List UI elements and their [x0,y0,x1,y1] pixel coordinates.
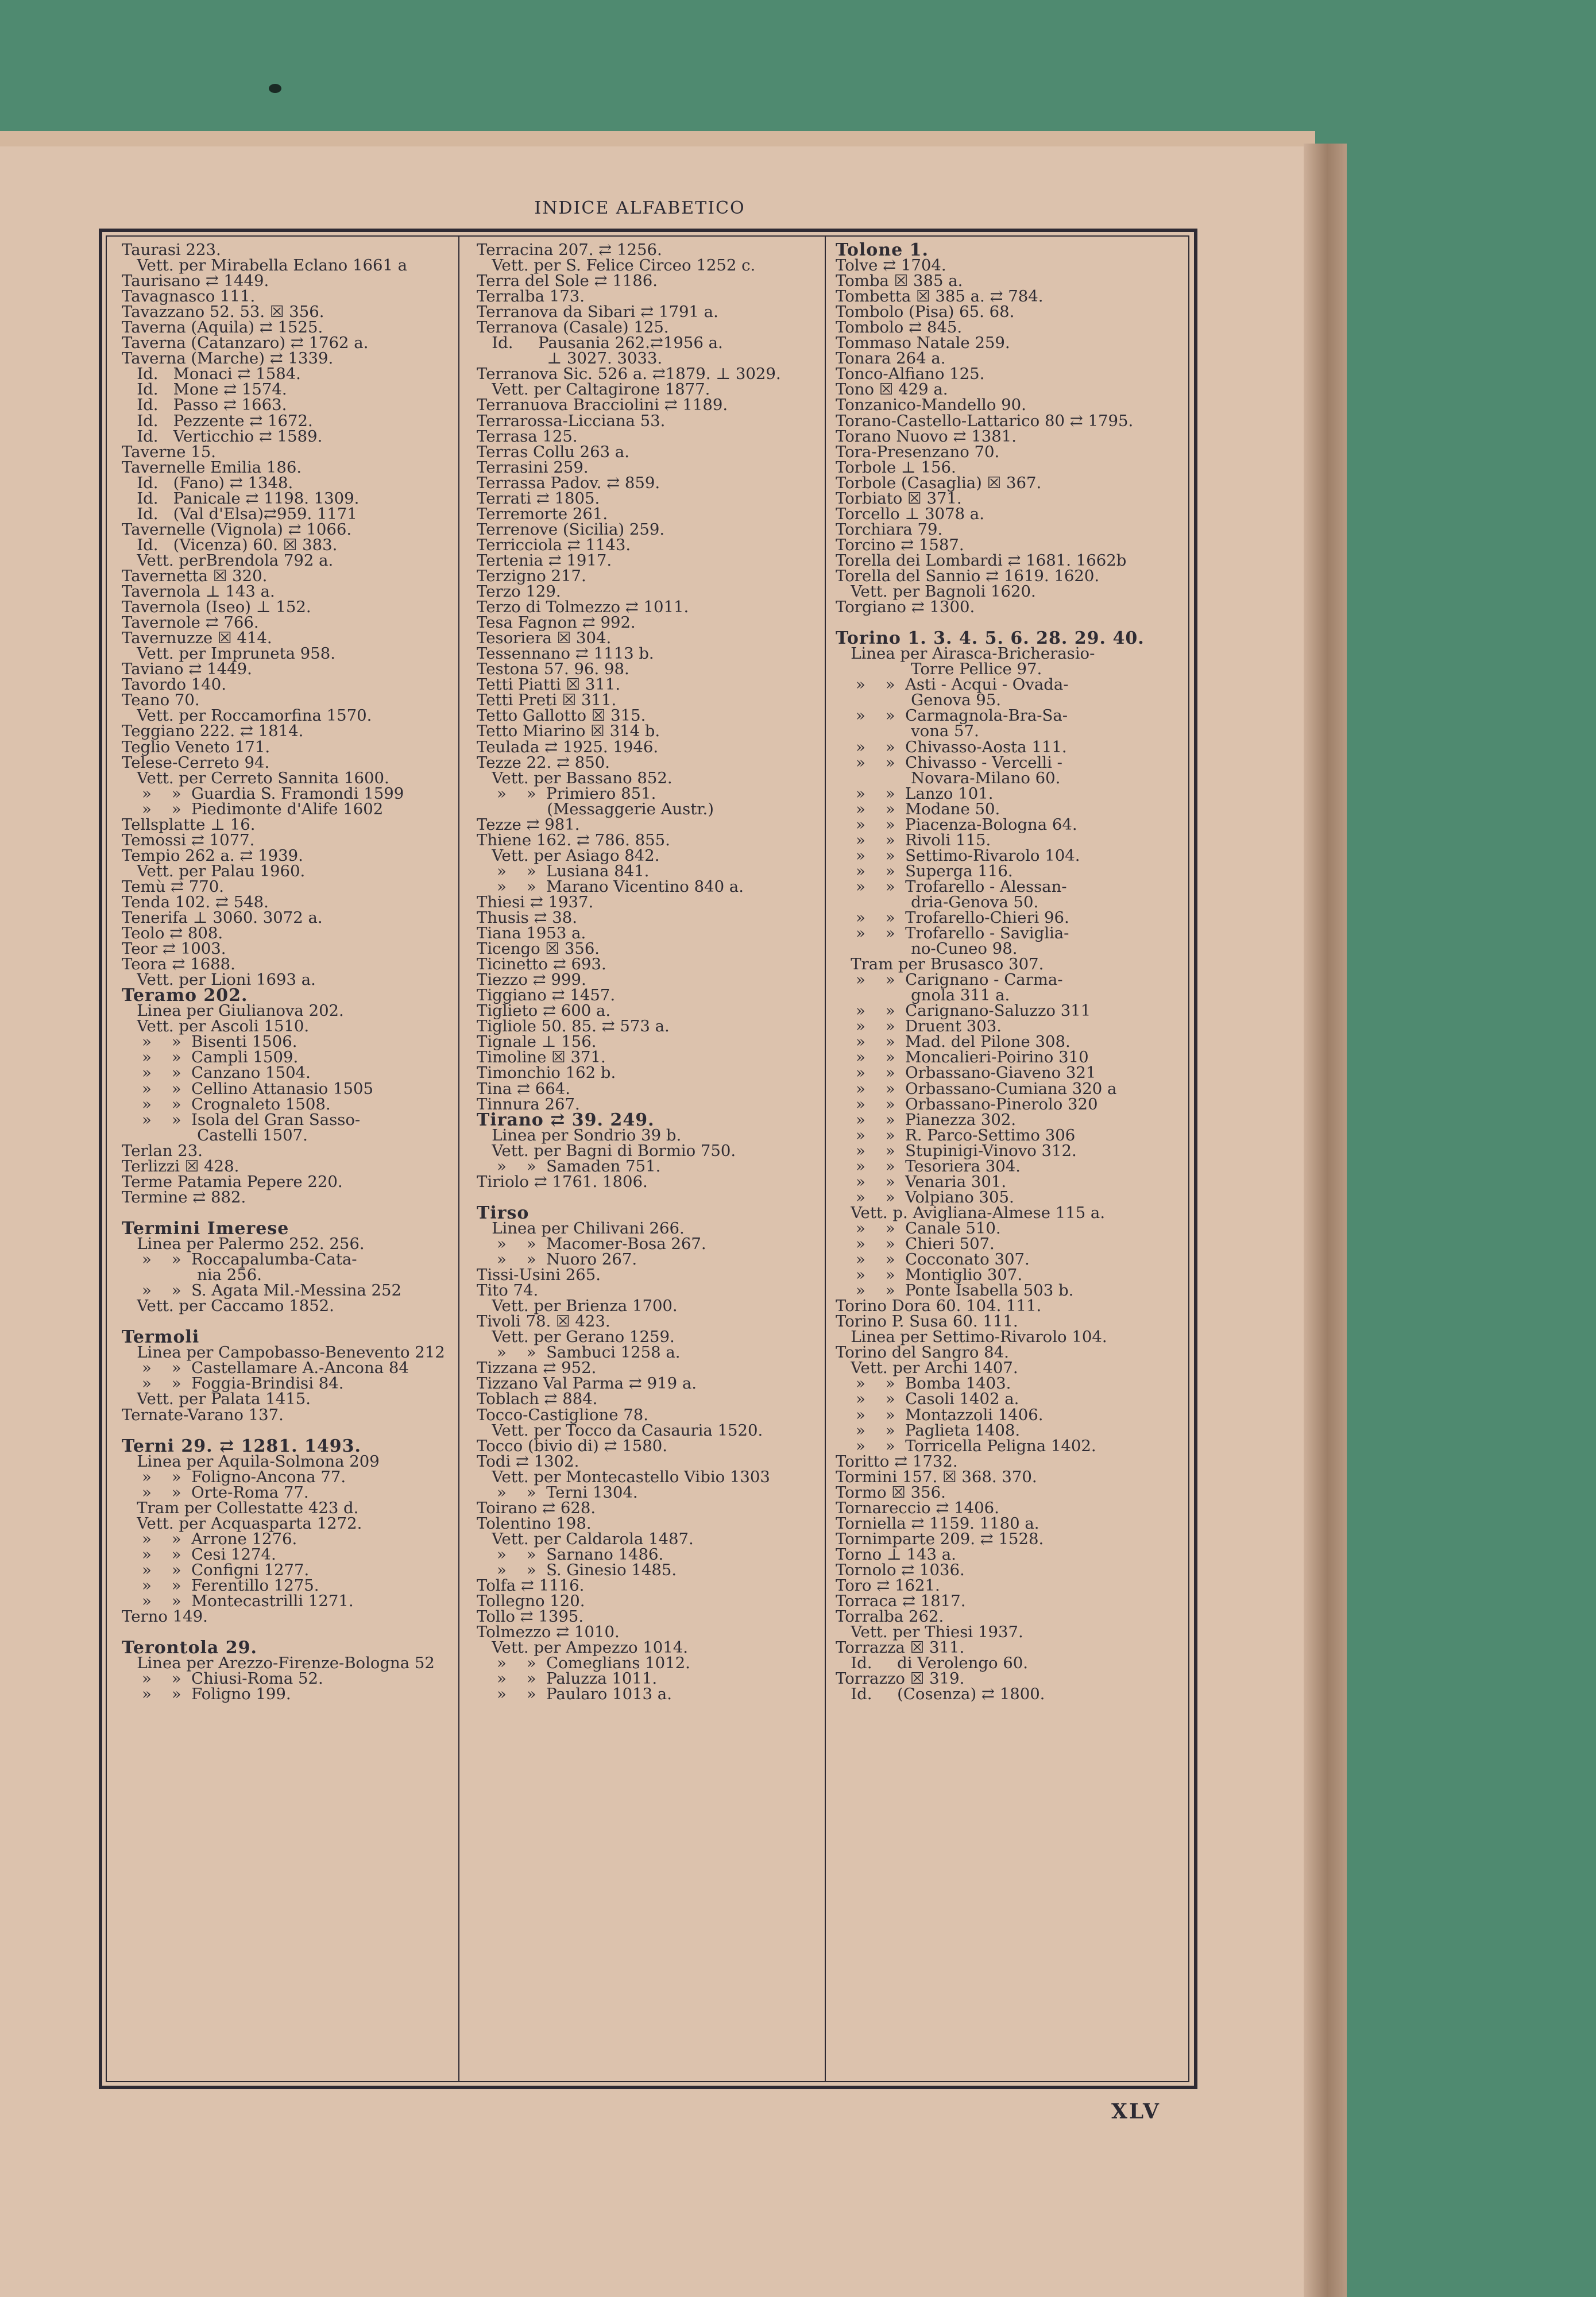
index-entry: » » Trofarello - Saviglia- [836,924,1069,943]
index-entry: Tetto Miarino ☒ 314 b. [477,722,660,741]
index-entry: » » Sarnano 1486. [477,1545,664,1564]
index-entry: » » Chivasso - Vercelli - [836,753,1062,772]
index-entry: Taverna (Catanzaro) ⇄ 1762 a. [122,334,369,353]
index-entry: » » Foggia-Brindisi 84. [122,1374,344,1393]
index-entry: » » Cellino Attanasio 1505 [122,1079,373,1098]
index-entry: Tomba ☒ 385 a. [836,272,963,291]
index-entry: Torino del Sangro 84. [836,1343,1009,1362]
index-entry: » » Comeglians 1012. [477,1654,690,1673]
index-entry: » » Asti - Acqui - Ovada- [836,675,1069,694]
index-entry: Tavernole ⇄ 766. [122,613,259,632]
index-entry: vona 57. [836,722,979,741]
index-entry: Tombolo (Pisa) 65. 68. [836,303,1015,322]
index-entry: Id. (Fano) ⇄ 1348. [122,473,293,492]
index-entry: » » Chiusi-Roma 52. [122,1669,323,1688]
index-entry: » » Macomer-Bosa 267. [477,1235,706,1253]
index-entry: Terranova (Casale) 125. [477,318,669,337]
index-entry: » » Orbassano-Pinerolo 320 [836,1095,1098,1113]
index-entry: Taverna (Marche) ⇄ 1339. [122,349,334,368]
index-entry: Tornareccio ⇄ 1406. [836,1498,999,1517]
index-entry: » » Configni 1277. [122,1560,310,1579]
index-entry: Termine ⇄ 882. [122,1188,246,1206]
index-entry: Tocco (bivio di) ⇄ 1580. [477,1436,668,1455]
index-entry: » » Primiero 851. [477,784,656,803]
index-entry: » » Piacenza-Bologna 64. [836,815,1077,834]
index-entry: Tetti Piatti ☒ 311. [477,675,621,694]
index-heading: Torino 1. 3. 4. 5. 6. 28. 29. 40. [836,628,1145,649]
index-entry: Terlizzi ☒ 428. [122,1157,239,1175]
index-entry: Id. di Verolengo 60. [836,1654,1029,1673]
index-entry: Tram per Brusasco 307. [836,955,1044,974]
index-entry: Tigliole 50. 85. ⇄ 573 a. [477,1017,670,1036]
index-entry: » » Nuoro 267. [477,1250,637,1269]
index-entry: Torralba 262. [836,1607,944,1626]
index-entry: » » Pianezza 302. [836,1110,1017,1129]
index-entry: Terrati ⇄ 1805. [477,489,600,508]
index-entry: Vett. per Palata 1415. [122,1390,311,1409]
index-entry: Torrazza ☒ 311. [836,1638,965,1657]
index-entry: Novara-Milano 60. [836,768,1061,787]
index-entry: » » Ponte Isabella 503 b. [836,1281,1074,1300]
index-entry: Tetto Gallotto ☒ 315. [477,706,646,725]
index-entry: » » Cocconato 307. [836,1250,1030,1269]
index-entry: Terzigno 217. [477,566,586,585]
index-entry: Taurisano ⇄ 1449. [122,272,269,291]
index-entry: Id. Pausania 262.⇄1956 a. [477,334,723,353]
index-entry: Thusis ⇄ 38. [477,908,578,927]
index-entry: Terremorte 261. [477,504,608,523]
index-entry: » » Terni 1304. [477,1483,638,1502]
index-entry: » » Venaria 301. [836,1172,1007,1191]
index-entry: » » Montecastrilli 1271. [122,1592,354,1611]
index-entry: Tonzanico-Mandello 90. [836,396,1026,415]
index-entry: Tora-Presenzano 70. [836,442,1000,461]
index-entry: Tesoriera ☒ 304. [477,629,612,648]
index-entry: Tolfa ⇄ 1116. [477,1576,585,1595]
index-entry: » » Bisenti 1506. [122,1033,297,1051]
index-entry: nia 256. [122,1266,262,1285]
index-entry: dria-Genova 50. [836,892,1039,911]
index-entry: Vett. per Bagni di Bormio 750. [477,1141,736,1160]
index-entry: Tornolo ⇄ 1036. [836,1560,965,1579]
index-entry: Tavazzano 52. 53. ☒ 356. [122,303,324,322]
index-entry: Tavernola (Iseo) ⊥ 152. [122,598,311,617]
index-entry: Torino Dora 60. 104. 111. [836,1297,1042,1316]
index-entry: gnola 311 a. [836,986,1010,1005]
index-entry: » » Isola del Gran Sasso- [122,1110,361,1129]
index-entry: Terranova da Sibari ⇄ 1791 a. [477,303,718,322]
index-entry: Terzo di Tolmezzo ⇄ 1011. [477,598,689,617]
index-entry: Torre Pellice 97. [836,660,1042,679]
index-entry: Terrassa Padov. ⇄ 859. [477,473,660,492]
index-heading: Tolone 1. [836,240,929,260]
index-entry: » » Samaden 751. [477,1157,661,1175]
index-heading: Terni 29. ⇄ 1281. 1493. [122,1436,361,1456]
index-entry: Vett. per Acquasparta 1272. [122,1514,362,1533]
index-entry: Vett. per Cerreto Sannita 1600. [122,768,389,787]
index-entry: Id. Mone ⇄ 1574. [122,380,287,399]
index-entry: Timoline ☒ 371. [477,1048,606,1067]
index-column-2 [477,242,816,1702]
index-entry: » » Stupinigi-Vinovo 312. [836,1141,1077,1160]
index-heading: Teramo 202. [122,985,248,1006]
index-entry: Tezze 22. ⇄ 850. [477,753,610,772]
index-entry: Tiana 1953 a. [477,924,586,943]
index-entry: Linea per Arezzo-Firenze-Bologna 52 [122,1654,435,1673]
index-entry: » » Canzano 1504. [122,1064,311,1082]
index-entry: Tavagnasco 111. [122,287,256,306]
index-entry: Teano 70. [122,691,200,710]
index-entry: Tombetta ☒ 385 a. ⇄ 784. [836,287,1044,306]
index-entry: Linea per Palermo 252. 256. [122,1235,365,1253]
index-entry: Linea per Settimo-Rivarolo 104. [836,1328,1107,1347]
index-entry: Vett. per Caccamo 1852. [122,1297,334,1316]
index-entry: Torniella ⇄ 1159. 1180 a. [836,1514,1039,1533]
index-entry: » » Tesoriera 304. [836,1157,1021,1175]
index-entry: Id. Verticchio ⇄ 1589. [122,427,323,446]
index-entry: Vett. per Lioni 1693 a. [122,970,316,989]
index-entry: Id. Pezzente ⇄ 1672. [122,411,313,430]
index-entry: Torno ⊥ 143 a. [836,1545,956,1564]
index-entry: » » Casoli 1402 a. [836,1390,1019,1409]
index-entry: Vett. per Bassano 852. [477,768,673,787]
index-entry: Terranuova Bracciolini ⇄ 1189. [477,396,728,415]
index-entry: Tesa Fagnon ⇄ 992. [477,613,636,632]
index-entry: Id. (Val d'Elsa)⇄959. 1171 [122,504,357,523]
index-entry: Tiezzo ⇄ 999. [477,970,586,989]
index-entry: Terrenove (Sicilia) 259. [477,520,665,539]
index-entry: Tizzano Val Parma ⇄ 919 a. [477,1374,697,1393]
index-entry: Teggiano 222. ⇄ 1814. [122,722,304,741]
index-entry: » » Paluzza 1011. [477,1669,658,1688]
index-entry: Thiesi ⇄ 1937. [477,892,594,911]
index-entry: Terlan 23. [122,1141,203,1160]
index-entry: » » Trofarello-Chieri 96. [836,908,1069,927]
index-entry: » » Canale 510. [836,1219,1001,1238]
index-entry: » » Orbassano-Giaveno 321 [836,1064,1096,1082]
index-entry: Torrazzo ☒ 319. [836,1669,965,1688]
column-divider [458,237,459,2081]
index-heading: Termini Imerese [122,1218,289,1239]
index-entry: Terzo 129. [477,582,561,601]
index-entry: Torella del Sannio ⇄ 1619. 1620. [836,566,1100,585]
index-entry: Vett. per Thiesi 1937. [836,1623,1023,1642]
index-entry: Vett. per Caldarola 1487. [477,1529,694,1548]
index-entry: Terranova Sic. 526 a. ⇄1879. ⊥ 3029. [477,365,781,384]
index-entry: Terrasa 125. [477,427,578,446]
index-entry: Toblach ⇄ 884. [477,1390,598,1409]
index-entry: Torbole (Casaglia) ☒ 367. [836,473,1042,492]
index-entry: ⊥ 3027. 3033. [477,349,663,368]
index-entry: Torano Nuovo ⇄ 1381. [836,427,1017,446]
index-entry: Id. (Vicenza) 60. ☒ 383. [122,535,338,554]
index-heading: Termoli [122,1327,200,1348]
index-entry: » » R. Parco-Settimo 306 [836,1126,1076,1144]
index-entry: Tono ☒ 429 a. [836,380,948,399]
index-entry: Taverne 15. [122,442,217,461]
index-entry: Tavernola ⊥ 143 a. [122,582,275,601]
index-entry: Tram per Collestatte 423 d. [122,1498,359,1517]
column-divider [825,237,826,2081]
index-heading: Tirano ⇄ 39. 249. [477,1109,655,1130]
index-entry: Linea per Chilivani 266. [477,1219,685,1238]
index-entry: Torano-Castello-Lattarico 80 ⇄ 1795. [836,411,1134,430]
index-entry: Tommaso Natale 259. [836,334,1010,353]
index-entry: Tonara 264 a. [836,349,946,368]
index-entry: Torino P. Susa 60. 111. [836,1312,1018,1331]
index-entry: » » Arrone 1276. [122,1529,297,1548]
index-entry: Tenda 102. ⇄ 548. [122,892,269,911]
index-entry: Vett. per Brienza 1700. [477,1297,678,1316]
index-column-1 [122,242,449,1702]
index-heading: Tirso [477,1202,530,1223]
index-entry: Torcino ⇄ 1587. [836,535,964,554]
index-entry: Tellsplatte ⊥ 16. [122,815,256,834]
index-entry: Linea per Campobasso-Benevento 212 [122,1343,445,1362]
index-entry: » » Trofarello - Alessan- [836,877,1067,896]
index-entry: Tina ⇄ 664. [477,1079,570,1098]
index-entry: Toritto ⇄ 1732. [836,1452,958,1471]
index-entry: Tornimparte 209. ⇄ 1528. [836,1529,1044,1548]
index-entry: Tocco-Castiglione 78. [477,1405,649,1424]
index-entry: » » Orte-Roma 77. [122,1483,309,1502]
index-entry: Vett. per Roccamorfina 1570. [122,706,372,725]
index-entry: Tombolo ⇄ 845. [836,318,963,337]
index-entry: Toirano ⇄ 628. [477,1498,596,1517]
index-entry: Temù ⇄ 770. [122,877,225,896]
index-entry: Taverna (Aquila) ⇄ 1525. [122,318,323,337]
index-entry: » » Torricella Peligna 1402. [836,1436,1096,1455]
index-entry: Tolmezzo ⇄ 1010. [477,1623,620,1642]
index-entry: Thiene 162. ⇄ 786. 855. [477,830,670,849]
index-entry: Id. Monaci ⇄ 1584. [122,365,301,384]
index-entry: » » Modane 50. [836,799,1000,818]
index-entry: » » Paularo 1013 a. [477,1685,672,1704]
index-entry: Vett. per Palau 1960. [122,861,306,880]
index-entry: Teora ⇄ 1688. [122,955,235,974]
index-entry: Todi ⇄ 1302. [477,1452,579,1471]
index-entry: no-Cuneo 98. [836,939,1018,958]
index-entry: » » Lusiana 841. [477,861,650,880]
index-entry: Terracina 207. ⇄ 1256. [477,241,662,259]
index-entry: » » Rivoli 115. [836,830,991,849]
index-entry: Linea per Sondrio 39 b. [477,1126,682,1144]
index-entry: Vett. per Bagnoli 1620. [836,582,1036,601]
index-entry: Vett. per Ampezzo 1014. [477,1638,689,1657]
index-entry: » » Chivasso-Aosta 111. [836,737,1067,756]
index-column-3 [836,242,1180,1702]
index-entry: Timonchio 162 b. [477,1064,616,1082]
index-entry: » » Sambuci 1258 a. [477,1343,681,1362]
index-entry: » » Mad. del Pilone 308. [836,1033,1071,1051]
index-entry: Torella dei Lombardi ⇄ 1681. 1662b [836,551,1127,570]
index-entry: » » Carmagnola-Bra-Sa- [836,706,1068,725]
index-entry: Vett. per Asiago 842. [477,846,660,865]
index-entry: Linea per Airasca-Bricherasio- [836,644,1095,663]
index-entry: Tavernelle (Vignola) ⇄ 1066. [122,520,352,539]
index-entry: Torchiara 79. [836,520,943,539]
index-entry: Tiggiano ⇄ 1457. [477,986,616,1005]
index-entry: Terras Collu 263 a. [477,442,630,461]
index-entry: Terrasini 259. [477,458,589,477]
index-entry: Telese-Cerreto 94. [122,753,270,772]
index-entry: Tetti Preti ☒ 311. [477,691,617,710]
index-entry: Toro ⇄ 1621. [836,1576,940,1595]
index-entry: Torbole ⊥ 156. [836,458,956,477]
index-entry: Vett. perBrendola 792 a. [122,551,334,570]
index-entry: Testona 57. 96. 98. [477,660,629,679]
index-entry: Tormini 157. ☒ 368. 370. [836,1467,1037,1486]
index-entry: Vett. per S. Felice Circeo 1252 c. [477,256,756,275]
index-entry: Tempio 262 a. ⇄ 1939. [122,846,303,865]
index-entry: Linea per Giulianova 202. [122,1001,344,1020]
page-header: INDICE ALFABETICO [534,198,745,218]
index-entry: Tito 74. [477,1281,539,1300]
index-entry: (Messaggerie Austr.) [477,799,714,818]
index-entry: » » Montazzoli 1406. [836,1405,1044,1424]
index-entry: Teulada ⇄ 1925. 1946. [477,737,659,756]
index-entry: » » Montiglio 307. [836,1266,1023,1285]
index-entry: » » Volpiano 305. [836,1188,1014,1206]
index-entry: » » Crognaleto 1508. [122,1095,331,1113]
index-entry: » » Orbassano-Cumiana 320 a [836,1079,1117,1098]
index-entry: Tessennano ⇄ 1113 b. [477,644,654,663]
index-entry: Taviano ⇄ 1449. [122,660,252,679]
index-entry: Terra del Sole ⇄ 1186. [477,272,658,291]
index-entry: Tivoli 78. ☒ 423. [477,1312,610,1331]
index-entry: Tiriolo ⇄ 1761. 1806. [477,1172,648,1191]
index-entry: » » Settimo-Rivarolo 104. [836,846,1080,865]
index-entry: Terme Patamia Pepere 220. [122,1172,343,1191]
index-entry: » » Castellamare A.-Ancona 84 [122,1359,409,1378]
index-entry: Vett. per Tocco da Casauria 1520. [477,1421,763,1440]
index-entry: » » Roccapalumba-Cata- [122,1250,357,1269]
index-entry: Ternate-Varano 137. [122,1405,284,1424]
index-entry: Temossi ⇄ 1077. [122,830,255,849]
index-entry: Tizzana ⇄ 952. [477,1359,597,1378]
page-number: XLV [1111,2099,1161,2124]
index-entry: Id. (Cosenza) ⇄ 1800. [836,1685,1045,1704]
index-entry: » » Bomba 1403. [836,1374,1011,1393]
index-entry: Terrarossa-Licciana 53. [477,411,666,430]
index-entry: » » Druent 303. [836,1017,1002,1036]
index-entry: Tolve ⇄ 1704. [836,256,946,275]
index-entry: Tertenia ⇄ 1917. [477,551,612,570]
index-entry: Tissi-Usini 265. [477,1266,601,1285]
index-entry: Tavernelle Emilia 186. [122,458,302,477]
index-entry: Vett. p. Avigliana-Almese 115 a. [836,1203,1106,1222]
index-entry: Tormo ☒ 356. [836,1483,946,1502]
index-entry: Tezze ⇄ 981. [477,815,580,834]
index-entry: Tignale ⊥ 156. [477,1033,597,1051]
index-entry: Ticengo ☒ 356. [477,939,600,958]
index-entry: » » Superga 116. [836,861,1013,880]
index-entry: Torbiato ☒ 371. [836,489,962,508]
index-entry: Vett. per Impruneta 958. [122,644,335,663]
index-entry: » » Lanzo 101. [836,784,994,803]
index-entry: Tollo ⇄ 1395. [477,1607,584,1626]
index-entry: » » Cesi 1274. [122,1545,276,1564]
index-entry: Ticinetto ⇄ 693. [477,955,606,974]
index-entry: Teglio Veneto 171. [122,737,270,756]
index-entry: Tollegno 120. [477,1592,585,1611]
index-entry: Vett. per Archi 1407. [836,1359,1018,1378]
index-entry: » » Carignano - Carma- [836,970,1063,989]
index-entry: Linea per Aquila-Solmona 209 [122,1452,380,1471]
index-entry: » » S. Agata Mil.-Messina 252 [122,1281,402,1300]
index-entry: Tiglieto ⇄ 600 a. [477,1001,611,1020]
index-entry: Torgiano ⇄ 1300. [836,598,975,617]
index-entry: Id. Panicale ⇄ 1198. 1309. [122,489,360,508]
index-entry: » » Moncalieri-Poirino 310 [836,1048,1089,1067]
index-entry: » » S. Ginesio 1485. [477,1560,677,1579]
page-edge [1304,144,1347,2297]
index-entry: Teolo ⇄ 808. [122,924,223,943]
index-entry: Tinnura 267. [477,1095,580,1113]
index-entry: Vett. per Mirabella Eclano 1661 a [122,256,408,275]
index-entry: » » Piedimonte d'Alife 1602 [122,799,384,818]
index-entry: Vett. per Caltagirone 1877. [477,380,710,399]
index-entry: Terralba 173. [477,287,585,306]
index-entry: » » Carignano-Saluzzo 311 [836,1001,1091,1020]
index-entry: Tenerifa ⊥ 3060. 3072 a. [122,908,323,927]
index-entry: Teor ⇄ 1003. [122,939,226,958]
index-entry: » » Foligno-Ancona 77. [122,1467,346,1486]
bookmark-hole [269,84,281,93]
index-entry: » » Ferentillo 1275. [122,1576,319,1595]
index-entry: Vett. per Montecastello Vibio 1303 [477,1467,770,1486]
index-entry: » » Chieri 507. [836,1235,995,1253]
index-heading: Terontola 29. [122,1638,257,1658]
index-entry: Vett. per Ascoli 1510. [122,1017,310,1036]
index-entry: Torcello ⊥ 3078 a. [836,504,984,523]
index-entry: Id. Passo ⇄ 1663. [122,396,287,415]
index-entry: Tavernuzze ☒ 414. [122,629,272,648]
index-entry: » » Guardia S. Framondi 1599 [122,784,404,803]
index-entry: Vett. per Gerano 1259. [477,1328,675,1347]
index-entry: Taurasi 223. [122,241,221,259]
index-entry: Terricciola ⇄ 1143. [477,535,631,554]
index-entry: » » Campli 1509. [122,1048,299,1067]
index-entry: Genova 95. [836,691,1002,710]
index-entry: Terno 149. [122,1607,208,1626]
index-entry: Tolentino 198. [477,1514,592,1533]
index-entry: » » Marano Vicentino 840 a. [477,877,744,896]
index-entry: Tavordo 140. [122,675,226,694]
index-entry: » » Foligno 199. [122,1685,291,1704]
index-entry: Castelli 1507. [122,1126,308,1144]
index-entry: Tavernetta ☒ 320. [122,566,268,585]
index-entry: » » Paglieta 1408. [836,1421,1021,1440]
index-entry: Torraca ⇄ 1817. [836,1592,966,1611]
index-entry: Tonco-Alfiano 125. [836,365,985,384]
